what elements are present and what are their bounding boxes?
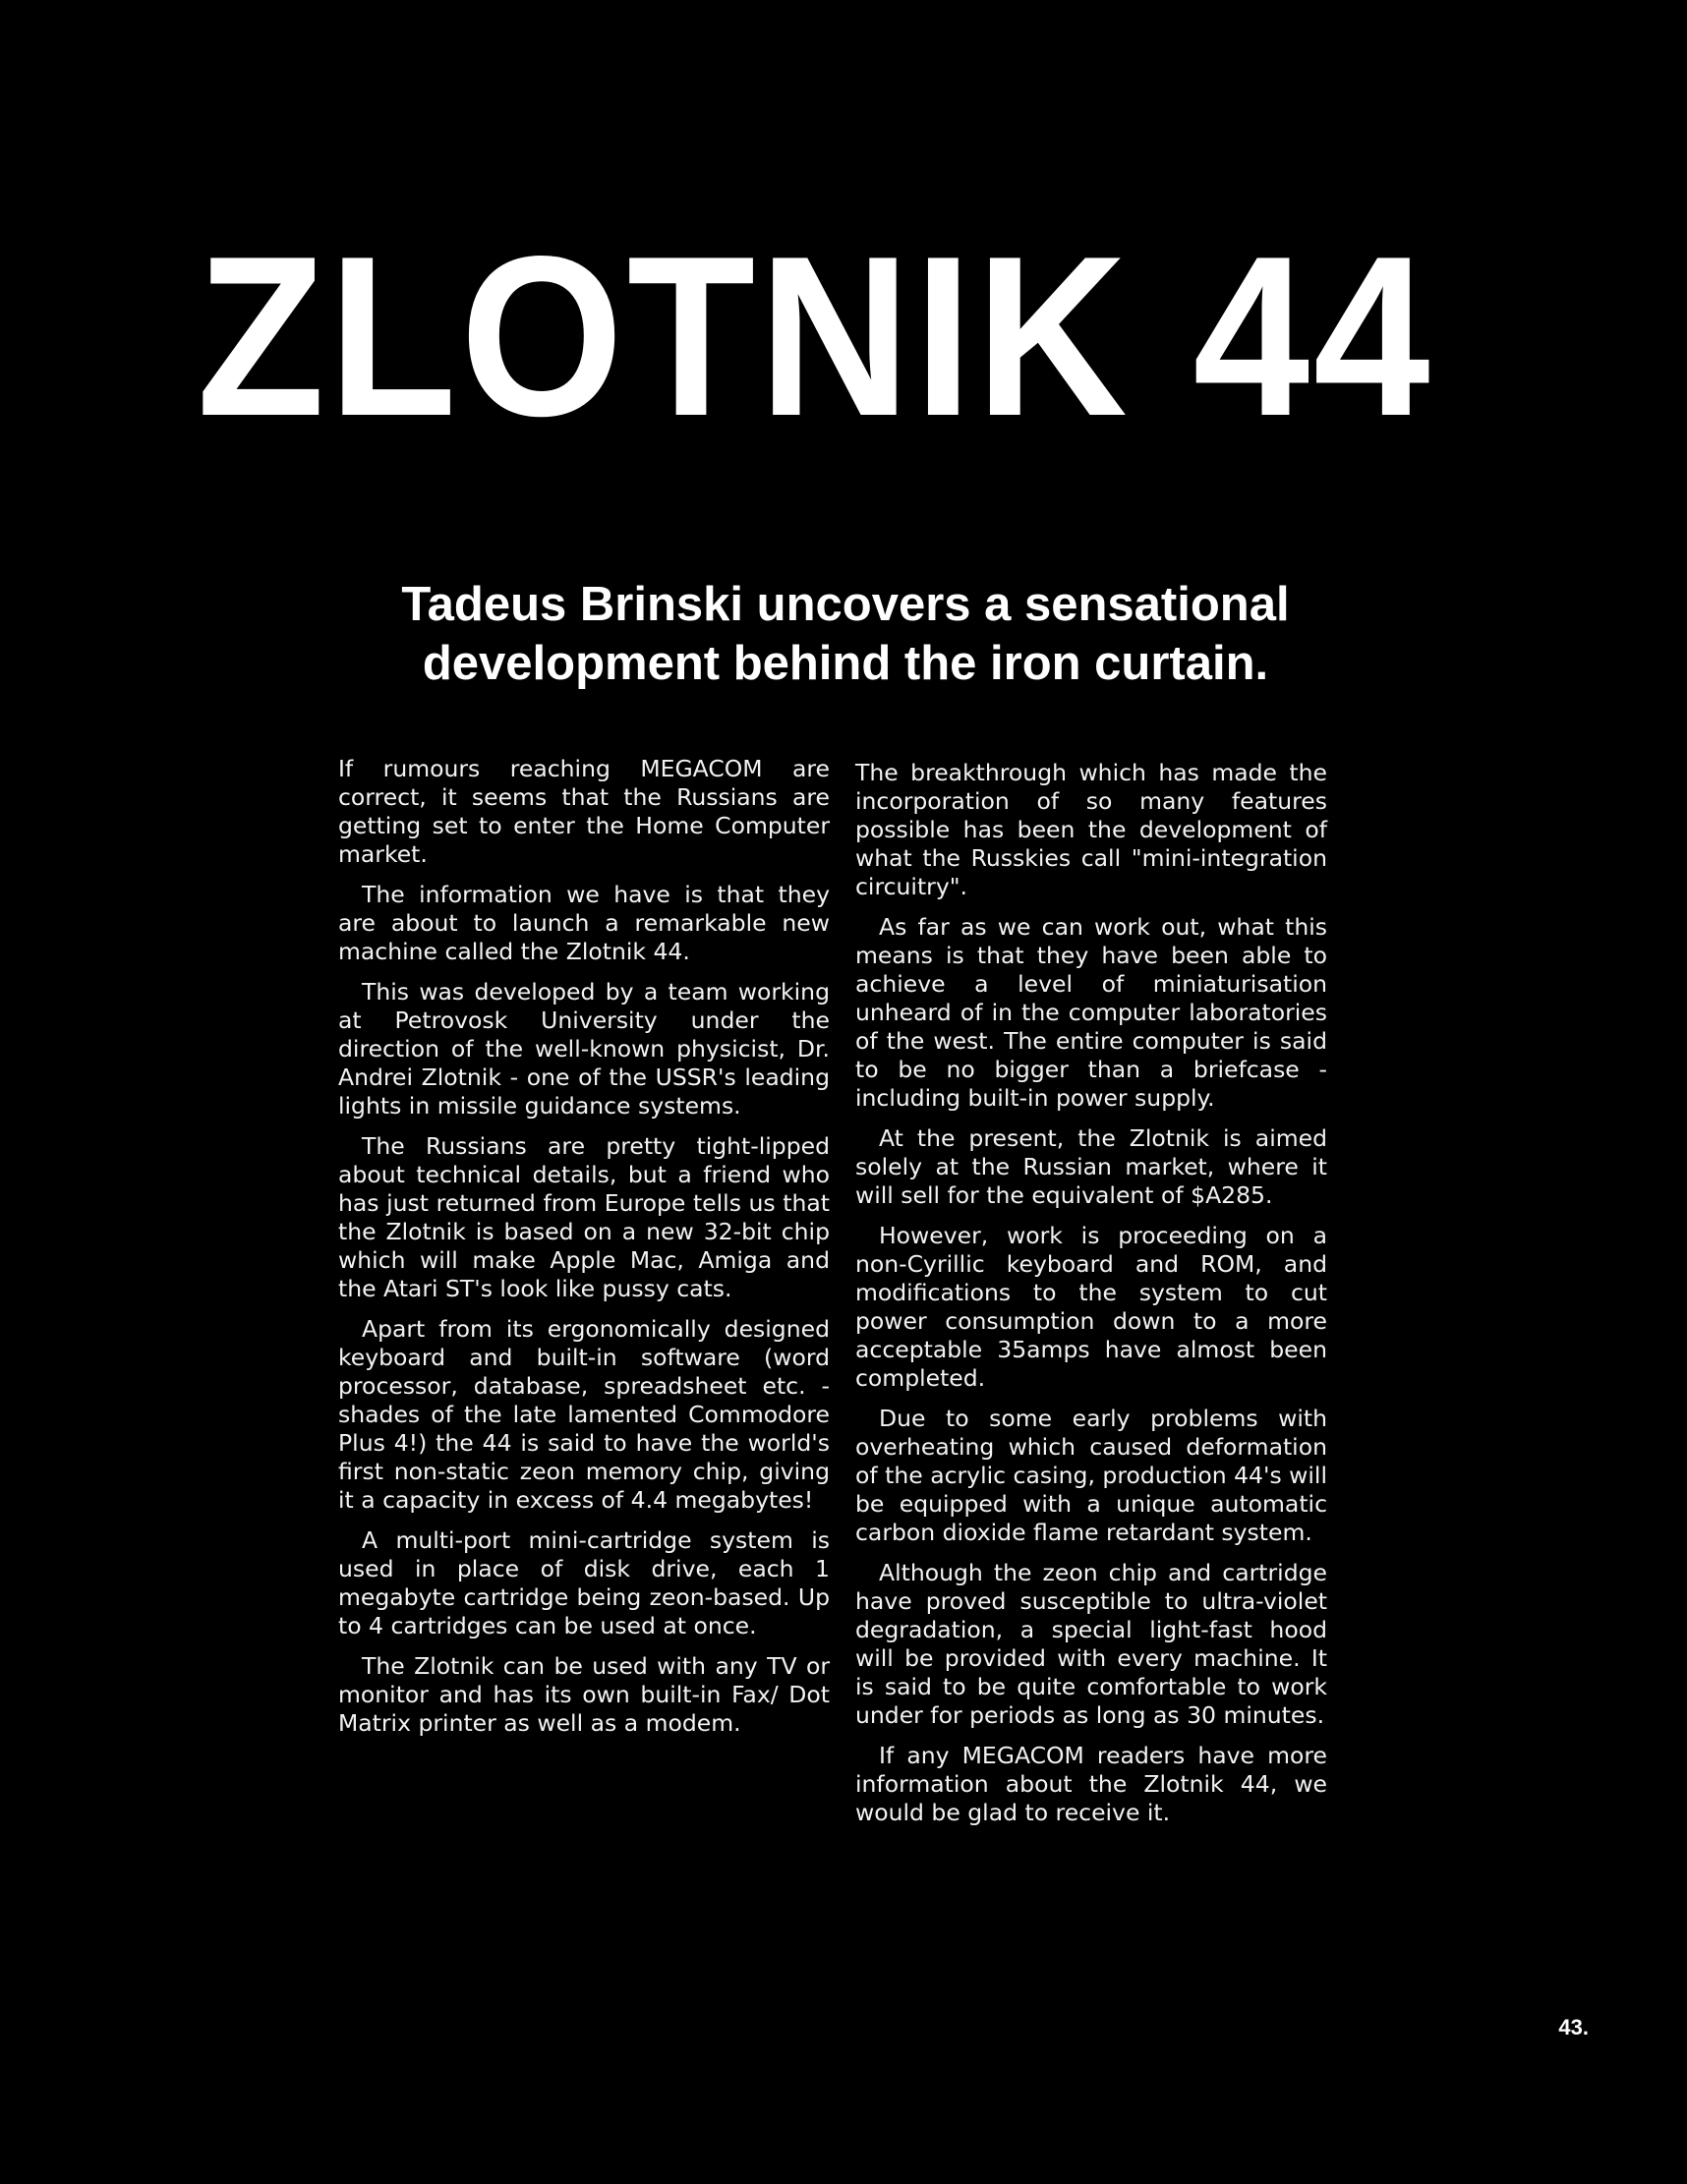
paragraph: If rumours reaching MEGACOM are correct, it seems that the Russians are getting set to enter the Home Computer market.	[338, 755, 830, 868]
body-column-left	[338, 755, 830, 1750]
deck-line-2: development behind the iron curtain.	[422, 637, 1269, 690]
paragraph: Although the zeon chip and cartridge have proved susceptible to ultra-violet degradation, a special light-fast hood will be provided with every machine. It is said to be quite comfortable to work under for periods as long as 30 minutes.	[855, 1559, 1327, 1729]
body-column-right	[855, 759, 1327, 1839]
paragraph: The breakthrough which has made the incorporation of so many features possible has been the development of what the Russkies call "mini-integration circuitry".	[855, 759, 1327, 900]
paragraph: However, work is proceeding on a non-Cyrillic keyboard and ROM, and modifications to the system to cut power consumption down to a more acceptable 35amps have almost been completed.	[855, 1222, 1327, 1392]
paragraph: As far as we can work out, what this means is that they have been able to achieve a level of miniaturisation unheard of in the computer laboratories of the west. The entire computer is said to be no bigger than a briefcase - including built-in power supply.	[855, 913, 1327, 1112]
deck-line-1: Tadeus Brinski uncovers a sensational	[401, 578, 1290, 631]
page-number: 43.	[1558, 2015, 1589, 2040]
paragraph: The information we have is that they are about to launch a remarkable new machine called the Zlotnik 44.	[338, 881, 830, 965]
paragraph: This was developed by a team working at Petrovosk University under the direction of the well-known physicist, Dr. Andrei Zlotnik - one of the USSR's leading lights in missile guidance systems.	[338, 978, 830, 1120]
paragraph: At the present, the Zlotnik is aimed solely at the Russian market, where it will sell for the equivalent of $A285.	[855, 1124, 1327, 1209]
paragraph: A multi-port mini-cartridge system is used in place of disk drive, each 1 megabyte cartridge being zeon-based. Up to 4 cartridges can be used at once.	[338, 1526, 830, 1639]
paragraph: The Russians are pretty tight-lipped about technical details, but a friend who has just returned from Europe tells us that the Zlotnik is based on a new 32-bit chip which will make Apple Mac, Amiga and the Atari ST's look like pussy cats.	[338, 1132, 830, 1302]
paragraph: If any MEGACOM readers have more information about the Zlotnik 44, we would be glad to receive it.	[855, 1742, 1327, 1826]
headline: ZLOTNIK 44	[197, 209, 1434, 464]
paragraph: Apart from its ergonomically designed keyboard and built-in software (word processor, database, spreadsheet etc. - shades of the late lamented Commodore Plus 4!) the 44 is said to have the world's first non-static zeon memory chip, giving it a capacity in excess of 4.4 megabytes!	[338, 1315, 830, 1514]
paragraph: The Zlotnik can be used with any TV or monitor and has its own built-in Fax/ Dot Matrix printer as well as a modem.	[338, 1652, 830, 1737]
paragraph: Due to some early problems with overheating which caused deformation of the acrylic casing, production 44's will be equipped with a unique automatic carbon dioxide flame retardant system.	[855, 1405, 1327, 1546]
deck-subheading	[295, 575, 1396, 693]
